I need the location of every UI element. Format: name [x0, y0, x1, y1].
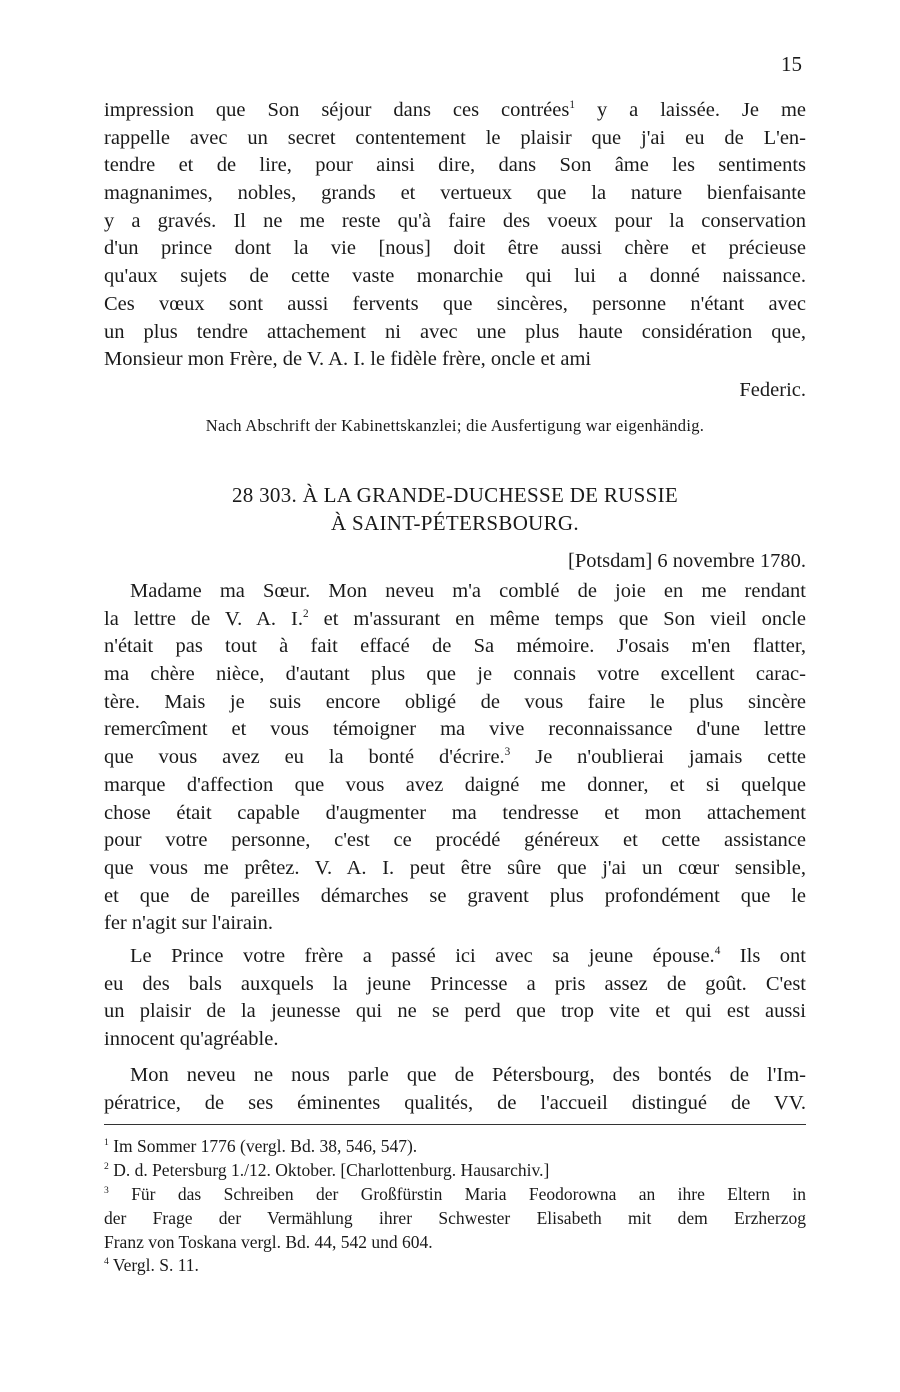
text-line: que vous me prêtez. V. A. I. peut être sûre que j'ai un cœur sensible, — [104, 856, 806, 879]
text-line: Madame ma Sœur. Mon neveu m'a comblé de joie en me rendant — [130, 580, 806, 602]
source-note: Nach Abschrift der Kabinettskanzlei; die Ausfertigung war eigenhändig. — [205, 416, 705, 435]
footnotes — [104, 1135, 806, 1278]
text-line: pour votre personne, c'est ce procédé généreux et cette assistance — [104, 829, 806, 852]
paragraph — [104, 1062, 806, 1117]
footnote-ref: 2 — [302, 607, 309, 620]
footnote-ref: 4 — [714, 945, 721, 958]
text-line: tendre et de lire, pour ainsi dire, dans Son âme les sentiments — [104, 154, 806, 177]
text-line: pératrice, de ses éminentes qualités, de l'accueil distingué de VV. — [104, 1091, 806, 1114]
text-line: ma chère nièce, d'autant plus que je connais votre excellent carac- — [104, 663, 806, 686]
text-line: et que de pareilles démarches se gravent plus profondément que le — [104, 884, 806, 907]
footnote: $^2$ D. d. Petersburg 1./12. Oktober. [Charlottenburg. Hausarchiv.] — [104, 1159, 550, 1180]
text-line: Mon neveu ne nous parle que de Pétersbourg, des bontés de l'Im- — [130, 1064, 806, 1086]
text-line: d'un prince dont la vie [nous] doit être aussi chère et précieuse — [104, 237, 806, 260]
text-line: magnanimes, nobles, grands et vertueux que la nature bienfaisante — [104, 182, 806, 205]
paragraph — [104, 578, 806, 938]
footnote-line: Franz von Toskana vergl. Bd. 44, 542 und 604. — [104, 1231, 433, 1252]
footnote-line: der Frage der Vermählung ihrer Schwester Elisabeth mit dem Erzherzog — [104, 1207, 806, 1228]
page-number: 15 — [781, 52, 802, 76]
footnote: $^3$ Für das Schreiben der Großfürstin Maria Feodorowna an ihre Eltern in — [104, 1183, 806, 1204]
footnote-ref: 1 — [569, 99, 575, 112]
dateline: [Potsdam] 6 novembre 1780. — [568, 550, 806, 572]
text-line: qu'aux sujets de cette vaste monarchie qui lui a donné naissance. — [104, 265, 806, 288]
text-line: fer n'agit sur l'airain. — [104, 912, 274, 935]
text-line: eu des bals auxquels la jeune Princesse a pris assez de goût. C'est — [104, 972, 806, 995]
text-line: Ces vœux sont aussi fervents que sincères, personne n'étant avec — [104, 292, 806, 315]
text-line: la lettre de V. A. I.$^2$ et m'assurant en même temps que Son vieil oncle — [104, 607, 807, 630]
text-line: chose était capable d'augmenter ma tendresse et mon attachement — [104, 801, 806, 824]
letter-heading — [104, 482, 806, 537]
text-line: Le Prince votre frère a passé ici avec sa jeune épouse.$^4$ Ils ont — [130, 945, 806, 967]
text-line: remercîment et vous témoigner ma vive reconnaissance d'une lettre — [104, 718, 806, 741]
footnote: $^4$ Vergl. S. 11. — [104, 1255, 199, 1276]
text-line: un plaisir de la jeunesse qui ne se perd que trop vite et qui est aussi — [104, 1000, 806, 1023]
heading-line: 28 303. À LA GRANDE-DUCHESSE DE RUSSIE — [231, 483, 678, 507]
footnote-rule — [104, 1124, 806, 1125]
text-line: marque d'affection que vous avez daigné me donner, et si quelque — [104, 773, 806, 796]
text-line: un plus tendre attachement ni avec une plus haute considération que, — [104, 320, 806, 343]
paragraph — [104, 943, 806, 1054]
text-line: tère. Mais je suis encore obligé de vous faire le plus sincère — [104, 690, 806, 713]
text-line: rappelle avec un secret contentement le plaisir que j'ai eu de L'en- — [104, 126, 806, 149]
text-line: impression que Son séjour dans ces contrées$^1$ y a laissée. Je me — [104, 99, 806, 121]
text-line: Monsieur mon Frère, de V. A. I. le fidèle frère, oncle et ami — [104, 348, 592, 371]
signature: Federic. — [739, 378, 806, 401]
continuation-text — [104, 97, 806, 405]
footnote: $^1$ Im Sommer 1776 (vergl. Bd. 38, 546, 547). — [104, 1136, 418, 1156]
text-line: innocent qu'agréable. — [104, 1028, 279, 1051]
heading-line: À SAINT-PÉTERSBOURG. — [331, 510, 579, 535]
text-line: y a gravés. Il ne me reste qu'à faire des voeux pour la conservation — [104, 209, 806, 232]
footnote-ref: 3 — [504, 746, 511, 759]
text-line: n'était pas tout à fait effacé de Sa mémoire. J'osais m'en flatter, — [104, 635, 806, 658]
text-line: que vous avez eu la bonté d'écrire.$^3$ Je n'oublierai jamais cette — [104, 746, 806, 769]
